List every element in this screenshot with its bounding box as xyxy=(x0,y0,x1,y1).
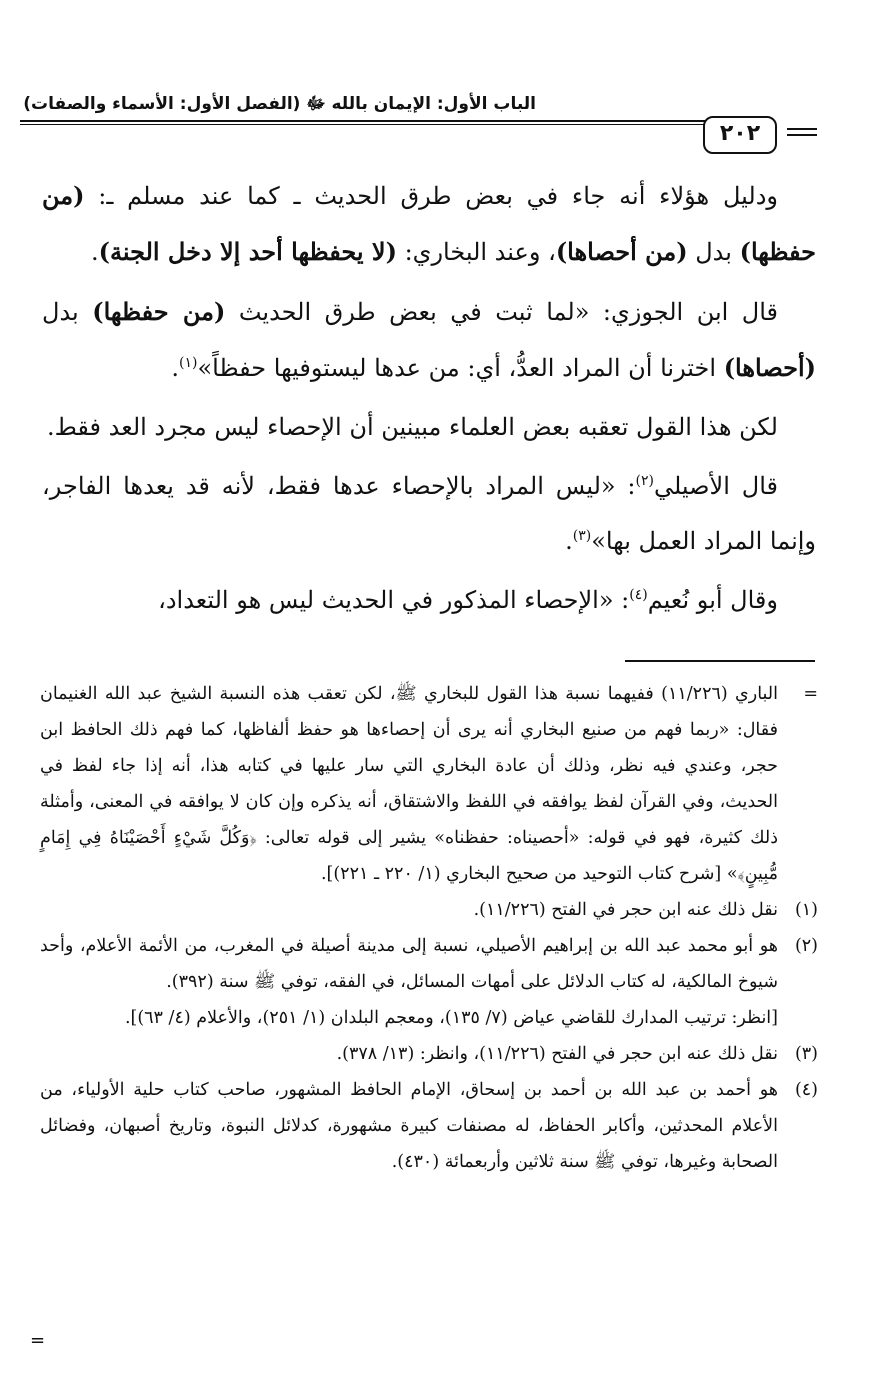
text-run: وقال أبو نُعيم xyxy=(647,586,778,614)
footnote-mark: (٤) xyxy=(794,1080,818,1100)
footnote-mark: (١) xyxy=(794,900,818,920)
footnote-text: الباري (١١/٢٢٦) ففيهما نسبة هذا القول للبخاري ﷺ، لكن تعقب هذه النسبة الشيخ عبد الله الغنيمان فقال: «ربما فهم من صنيع البخاري أنه يرى أن إحصاءها هو حفظ ألفاظها، كما فهم ذلك الحافظ ابن حجر، وعندي فيه نظر، وذلك أن عادة البخاري التي سار عليها في كتابه هذا، أنه إذا جاء لفظ في الحديث، وفي القرآن لفظ يوافقه في اللفظ والاشتقاق، أنه يذكره وإن كان لا يوافقه في المعنى، وأمثلة ذلك كثيرة، فهو في قوله: «أحصيناه: حفظناه» يشير إلى قوله تعالى: ﴿وَكُلَّ شَيْءٍ أَحْصَيْنَاهُ فِي إِمَامٍ مُّبِينٍ﴾» [شرح كتاب التوحيد من صحيح البخاري (١/ ٢٢٠ ـ ٢٢١)]. xyxy=(40,684,778,884)
bold-text: (لا يحفظها أحد إلا دخل الجنة) xyxy=(98,237,397,266)
footnote-3 xyxy=(40,1036,818,1072)
running-title: الباب الأول: الإيمان بالله ﷻ (الفصل الأول: الأسماء والصفات) xyxy=(23,94,536,114)
bold-text: (أحصاها) xyxy=(723,353,816,382)
text-run: اخترنا أن المراد العدُّ، أي: من عدها ليستوفيها حفظاً» xyxy=(197,354,724,382)
paragraph-abu-nuaym xyxy=(42,573,816,628)
text-run: : «الإحصاء المذكور في الحديث ليس هو التعداد، xyxy=(158,586,630,614)
page-number-ornament xyxy=(787,134,817,136)
footnote-text: هو أبو محمد عبد الله بن إبراهيم الأصيلي، نسبة إلى مدينة أصيلة في المغرب، من الأئمة الأعلام، وأحد شيوخ المالكية، له كتاب الدلائل على أمهات المسائل، في الفقه، توفي ﷺ سنة (٣٩٢). xyxy=(40,936,778,992)
footnote-text: هو أحمد بن عبد الله بن أحمد بن إسحاق، الإمام الحافظ المشهور، صاحب كتاب حلية الأولياء، من الأعلام المحدثين، وأكابر الحفاظ، له مصنفات كبيرة مشهورة، كدلائل النبوة، وتاريخ أصبهان، وفضائل الصحابة وغيرها، توفي ﷺ سنة ثلاثين وأربعمائة (٤٣٠). xyxy=(40,1080,778,1172)
text-run: ودليل هؤلاء أنه جاء في بعض طرق الحديث ـ كما عند مسلم ـ: xyxy=(84,182,778,210)
paragraph-ibn-jawzi xyxy=(42,284,816,396)
bold-text: (من أحصاها) xyxy=(555,237,688,266)
text-run: . xyxy=(91,238,99,266)
footnote-1 xyxy=(40,892,818,928)
footnote-separator xyxy=(625,660,815,662)
footnote-mark: (٢) xyxy=(794,936,818,956)
footnote-ref[interactable]: (٤) xyxy=(629,587,648,603)
page-number-ornament xyxy=(787,128,817,130)
text-run: . xyxy=(565,527,573,555)
text-run: بدل xyxy=(42,298,93,326)
header-rule xyxy=(20,120,716,122)
continuation-mark: = xyxy=(30,1330,46,1351)
footnote-source: [انظر: ترتيب المدارك للقاضي عياض (٧/ ١٣٥)، ومعجم البلدان (١/ ٢٥١)، والأعلام (٤/ ٦٣)]. xyxy=(124,1008,778,1028)
text-run: . xyxy=(171,354,180,382)
paragraph-objection: لكن هذا القول تعقبه بعض العلماء مبينين أن الإحصاء ليس مجرد العد فقط. xyxy=(46,413,778,441)
paragraph-asili xyxy=(42,459,816,569)
text-run: : «ليس المراد بالإحصاء عدها فقط، لأنه قد يعدها الفاجر، وإنما المراد العمل بها» xyxy=(42,472,816,555)
page-number: ٢٠٢ xyxy=(703,116,777,154)
footnote-mark: = xyxy=(803,684,818,704)
footnotes xyxy=(40,676,818,1180)
paragraph-evidence xyxy=(42,168,816,280)
footnote-4 xyxy=(40,1072,818,1180)
footnote-ref[interactable]: (٣) xyxy=(572,528,592,544)
text-run: قال الأصيلي xyxy=(653,472,778,500)
footnote-ref[interactable]: (١) xyxy=(179,355,198,371)
footnote-mark: (٣) xyxy=(794,1044,818,1064)
footnote-text: نقل ذلك عنه ابن حجر في الفتح (١١/٢٢٦). xyxy=(473,900,778,920)
footnote-2 xyxy=(40,928,818,1036)
bold-text: (من حفظها) xyxy=(92,297,226,326)
text-run: بدل xyxy=(687,238,740,266)
footnote-ref[interactable]: (٢) xyxy=(635,473,654,489)
main-text xyxy=(42,168,816,632)
footnote-continuation xyxy=(40,676,818,892)
bold-text: (من حفظها) xyxy=(42,181,816,266)
text-run: ، وعند البخاري: xyxy=(396,238,556,266)
text-run: قال ابن الجوزي: «لما ثبت في بعض طرق الحديث xyxy=(225,298,779,326)
header-rule-thin xyxy=(20,124,716,125)
footnote-text: نقل ذلك عنه ابن حجر في الفتح (١١/٢٢٦)، وانظر: (١٣/ ٣٧٨). xyxy=(336,1044,778,1064)
